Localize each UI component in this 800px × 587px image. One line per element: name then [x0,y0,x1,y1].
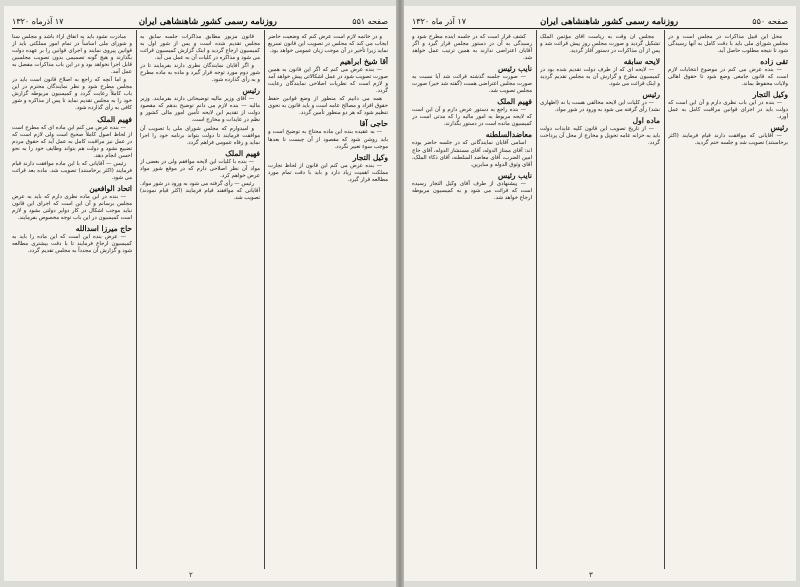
paragraph: و در خاتمه لازم است عرض کنم که وضعیت حاضر ایجاب می کند که مجلس در تصویب این قانون تسریع نماید زیرا تأخیر در آن موجب زیان عمومی خواهد بود. [268,34,388,55]
paragraph: — بنده راجع به دستور عرض دارم و آن این است که لایحه مربوط به امور مالیه را که مدتی است در کمیسیون مانده است در دستور بگذارند. [412,107,532,128]
column-rule [536,30,537,569]
paragraph: مجلس آن وقت به ریاست آقای مؤتمن الملک تشکیل گردید و صورت مجلس روز پیش قرائت شد و پس از آن مذاکرات در دستور آغاز گردید. [540,34,660,55]
speaker-heading: وکیل التجار [352,152,388,162]
paragraph: اسامی آقایان نمایندگانی که در جلسه حاضر بوده اند: آقای ممتاز الدوله، آقای مستشار الدوله، آقای حاج امین الضرب، آقای معاضد السلطنه، آقای ذکاء الملک، آقای وثوق الدوله و سایرین. [412,140,532,168]
right-column-2 [540,34,660,567]
paragraph: و اما آنچه که راجع به اصلاح قانون است باید در مجلس مطرح شود و نظر نمایندگان محترم در این باب کاملاً رعایت گردد و کمیسیون مربوطه گزارش خود را به مجلس تقدیم نماید تا پس از مذاکره و شور کافی به رأی گذارده شود. [12,77,132,112]
paragraph: قانون مزبور مطابق مذاکرات جلسه سابق به مجلس تقدیم شده است و پس از شور اول به کمیسیون ارجاع گردید و اینک گزارش کمیسیون قرائت می شود و مذاکره در کلیات آن به عمل می آید. [140,34,260,62]
left-page-footer-number: ۲ [189,571,193,579]
speaker-heading: معاضدالسلطنه [485,130,532,140]
speaker-heading: فهیم الملک [497,97,532,107]
paragraph: — بنده عرض می کنم که اگر این قانون به همین صورت تصویب شود در عمل اشکالاتی پیش خواهد آمد و لازم است که نظریات اصلاحی نمایندگان رعایت گردد. [268,67,388,95]
speaker-heading: فهیم الملک [97,114,132,124]
speaker-heading: رئیس [770,123,788,133]
speaker-heading: رئیس [642,90,660,100]
left-journal-title: روزنامه رسمی کشور شاهنشاهی ایران [138,17,277,27]
right-journal-title: روزنامه رسمی کشور شاهنشاهی ایران [540,17,679,27]
paragraph: مبادرت نشود باید به اتفاق آراء باشد و مجلس سنا و شورای ملی اساساً در تمام امور مملکتی باید از قوانین پیروی نمایند و اجرای قوانین را بر عهده دولت بگذارند و هیچ گونه تصمیمی بدون تصویب مجلسین قابل اجرا نخواهد بود و در این باب مذاکرات مفصل به عمل آمد. [12,34,132,76]
right-page-footer-number: ۳ [589,571,593,579]
paragraph: — در کلیات این لایحه مخالفی هست یا نه (اظهاری نشد) رأی گرفته می شود به ورود در شور مواد. [540,100,660,114]
left-column-2 [140,34,260,567]
paragraph: — لایحه ای که از طرف دولت تقدیم شده بود در کمیسیون مطرح و گزارش آن به مجلس تقدیم گردید و اینک قرائت می شود. [540,67,660,88]
speaker-heading: آقا شیخ ابراهیم [339,57,388,67]
speaker-heading: لایحه سابقه [623,57,660,67]
speaker-heading: اتحاد الوافعین [89,183,132,193]
paragraph: و امیدوارم که مجلس شورای ملی با تصویب آن موافقت فرمایند تا دولت بتواند برنامه خود را اجرا نماید و رفاه عمومی فراهم گردد. [140,125,260,146]
paragraph: — عرض بنده این است که این ماده را باید به کمیسیون ارجاع فرمایند تا با دقت بیشتری مطالعه شود و گزارش آن مجدداً به مجلس تقدیم گردد. [12,234,132,255]
column-rule [264,30,265,569]
speaker-heading: نایب رئیس [498,170,532,180]
paragraph: — بنده عرض می کنم در موضوع انتخابات لازم است که قانون جامعی وضع شود تا حقوق اهالی ولایات محفوظ بماند. [668,67,788,88]
speaker-heading: حاج میرزا اسدالله [75,224,132,234]
right-column-3 [668,34,788,567]
right-page [404,6,796,581]
right-column-1 [412,34,532,567]
speaker-heading: ماده اول [632,116,660,126]
paragraph: رئیس — رأی گرفته می شود به ورود در شور مواد. آقایانی که موافقند قیام فرمایند (اکثر قیام نمودند) تصویب شد. [140,180,260,201]
speaker-heading: فهیم الملک [225,148,260,158]
paragraph: — بنده عرض می کنم این قانون از لحاظ تجارت مملکت اهمیت زیاد دارد و باید با دقت تمام مورد مطالعه قرار گیرد. [268,162,388,183]
paragraph: همه می دانیم که منظور از وضع قوانین حفظ حقوق افراد و مصالح عامه است و باید قانون به نحوی تنظیم شود که هر دو منظور تأمین گردد. [268,96,388,117]
paragraph: — بنده با کلیات این لایحه موافقم ولی در بعضی از مواد آن نظر اصلاحی دارم که در موقع شور مواد عرض خواهم کرد. [140,158,260,179]
left-column-3 [268,34,388,567]
paragraph: — بنده در این ماده نظری دارم که باید به عرض مجلس برسانم و آن این است که اجرای این قانون نباید موجب اشکال در کار دوایر دولتی بشود و لازم است کمیسیون در این باب توجه مخصوص بفرمایند. [12,193,132,222]
paragraph: — بنده عرض می کنم این ماده ای که مطرح است از لحاظ اصول کاملاً صحیح است ولی لازم است که در عمل نیز مراقبت کامل به عمل آید که حقوق مردم تضییع نشود و دولت هم بتواند وظایف خود را به نحو احسن انجام دهد. [12,124,132,159]
right-page-number: صفحه ۵۵۰ [752,17,788,26]
speaker-heading: تقی زاده [760,57,788,67]
left-column-1 [12,34,132,567]
speaker-heading: نایب رئیس [498,64,532,74]
left-page-header [12,14,388,29]
speaker-heading: رئیس [242,86,260,96]
paragraph: محل این قبیل مذاکرات در مجلس است و در مجلس شورای ملی باید با دقت کامل به آنها رسیدگی شود تا نتیجه مطلوب حاصل آید. [668,34,788,55]
left-page [4,6,396,581]
paragraph: — از تاریخ تصویب این قانون کلیه عایدات دولت باید به خزانه عامه تحویل و مخارج از محل آن پرداخت گردد. [540,126,660,147]
column-rule [136,30,137,569]
paragraph: — آقای وزیر مالیه توضیحاتی دارند بفرمایند. وزیر مالیه — بنده لازم می دانم توضیح بدهم که مقصود دولت از تقدیم این لایحه تأمین امور مالی کشور و نظم در عایدات و مخارج است. [140,96,260,124]
paragraph: رئیس — آقایانی که با این ماده موافقت دارند قیام فرمایند (اکثر برخاستند) تصویب شد. ماده بعد قرائت می شود. [12,160,132,181]
binding-gutter [396,0,404,587]
speaker-heading: حاجی آقا [359,119,388,129]
paragraph: کشف قرار است که در جلسه آینده مطرح شود و رسیدگی به آن در دستور مجلس قرار گیرد و اگر آقایان اعتراضی ندارند به همین ترتیب عمل خواهد شد. [412,34,532,62]
paragraph: — به عقیده بنده این ماده محتاج به توضیح است و باید روشن شود که مقصود از آن چیست تا بعدها موجب سوء تعبیر نگردد. [268,129,388,150]
paragraph: — آقایانی که موافقت دارند قیام فرمایند (اکثر برخاستند) تصویب شد و جلسه ختم گردید. [668,133,788,147]
paragraph: — بنده در این باب نظری دارم و آن این است که دولت باید در اجرای قوانین مراقبت کامل به عمل آورد. [668,100,788,121]
left-page-number: صفحه ۵۵۱ [352,17,388,26]
left-page-date: ۱۷ آذرماه ۱۳۲۰ [12,17,64,26]
right-page-date: ۱۷ آذر ماه ۱۳۲۰ [412,17,466,26]
speaker-heading: وکیل التجار [752,90,788,100]
paragraph: — صورت جلسه گذشته قرائت شد آیا نسبت به صورت مجلس اعتراضی هست (گفته شد خیر) صورت مجلس تصویب شد. [412,74,532,95]
paragraph: — پیشنهادی از طرف آقای وکیل التجار رسیده است که قرائت می شود و به کمیسیون مربوطه ارجاع خواهد شد. [412,180,532,201]
right-page-header [412,14,788,29]
paragraph: و اگر آقایان نمایندگان نظری دارند بفرمایند تا در شور دوم مورد توجه قرار گیرد و ماده به ماده مطرح و به رأی گذارده شود. [140,63,260,84]
column-rule [664,30,665,569]
